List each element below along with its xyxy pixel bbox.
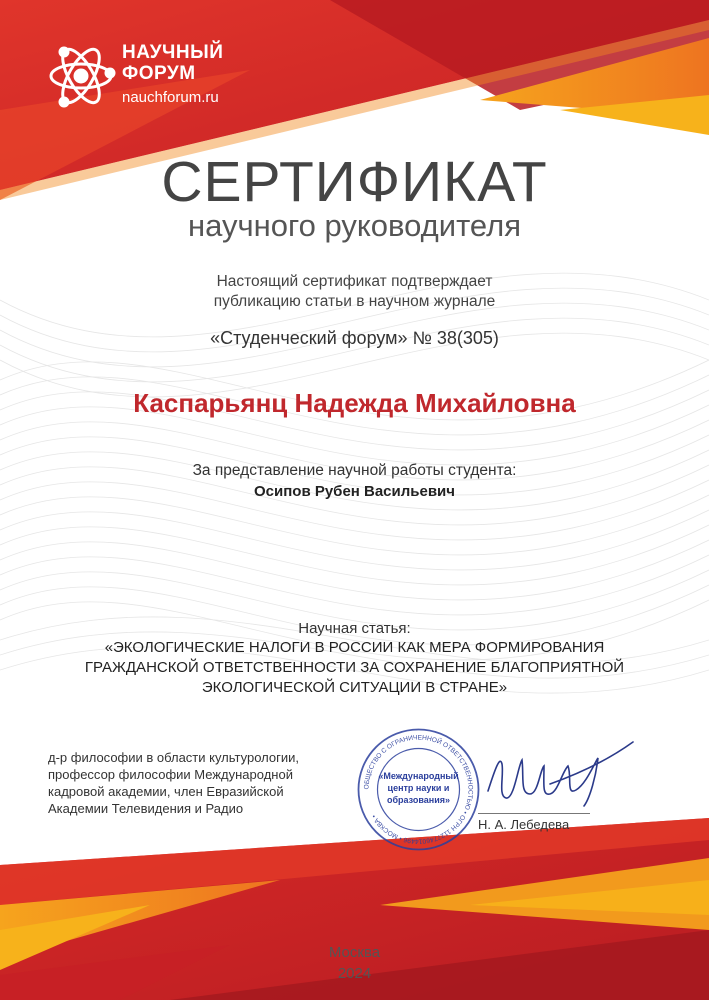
stamp-line-1: «Международный bbox=[378, 771, 459, 781]
article-title: «ЭКОЛОГИЧЕСКИЕ НАЛОГИ В РОССИИ КАК МЕРА ФОРМИРОВАНИЯ ГРАЖДАНСКОЙ ОТВЕТСТВЕННОСТИ ЗА СОХРАНЕНИЕ БЛАГОПРИЯТНОЙ ЭКОЛОГИЧЕСКОЙ СИТУАЦИИ В СТРАНЕ» bbox=[84, 639, 625, 696]
certificate-title: СЕРТИФИКАТ bbox=[161, 150, 548, 214]
year: 2024 bbox=[337, 965, 372, 982]
city: Москва bbox=[328, 944, 381, 961]
confirm-line-1: Настоящий сертификат подтверждает bbox=[216, 273, 493, 290]
signer-desc-line-2: профессор философии Международной bbox=[48, 767, 293, 782]
journal-name: «Студенческий форум» № 38(305) bbox=[210, 328, 499, 348]
certificate-subtitle: научного руководителя bbox=[187, 208, 522, 243]
signer-desc-line-1: д-р философии в области культурологии, bbox=[48, 750, 299, 765]
confirm-line-2: публикацию статьи в научном журнале bbox=[213, 293, 496, 310]
article-label: Научная статья: bbox=[298, 620, 411, 637]
for-work-label: За представление научной работы студента: bbox=[192, 462, 517, 479]
logo-url: nauchforum.ru bbox=[122, 89, 219, 106]
logo-title-line1: НАУЧНЫЙ bbox=[122, 42, 224, 63]
organization-stamp bbox=[356, 727, 481, 852]
atom-icon bbox=[51, 44, 114, 108]
stamp-line-3: образования» bbox=[386, 795, 451, 805]
handwritten-signature bbox=[478, 736, 638, 818]
signer-desc-line-4: Академии Телевидения и Радио bbox=[48, 801, 244, 816]
signer-name: Н. А. Лебедева bbox=[478, 817, 570, 832]
confirm-text bbox=[0, 272, 709, 312]
signer-desc-line-3: кадровой академии, член Евразийской bbox=[48, 784, 284, 799]
student-name: Осипов Рубен Васильевич bbox=[253, 483, 455, 500]
signer-description bbox=[48, 749, 368, 817]
signature-line bbox=[478, 813, 590, 814]
author-name: Каспарьянц Надежда Михайловна bbox=[133, 388, 576, 418]
logo-title bbox=[122, 42, 223, 84]
stamp-line-2: центр науки и bbox=[387, 783, 450, 793]
logo-title-line2: ФОРУМ bbox=[122, 63, 196, 84]
stamp-ring-text: ОБЩЕСТВО С ОГРАНИЧЕННОЙ ОТВЕТСТВЕННОСТЬЮ • ОГРН 1127746014496 • МОСКВА • bbox=[363, 734, 474, 845]
